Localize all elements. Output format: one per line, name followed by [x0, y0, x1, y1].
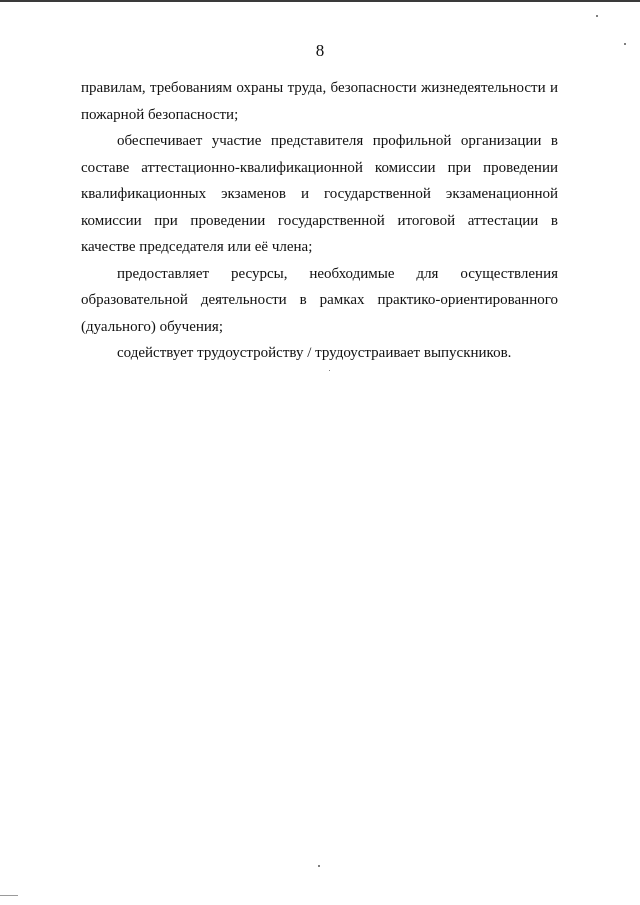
paragraph-commission-participation: обеспечивает участие представителя профильной организации в составе аттестационно-квалификационной комиссии при проведении квалификационных экзаменов и государственной экзаменационной комиссии при проведении государственной итоговой аттестации в качестве председателя или её члена;	[81, 133, 558, 255]
paragraph-continuation: правилам, требованиям охраны труда, безопасности жизнедеятельности и пожарной безопасности;	[81, 80, 558, 123]
scan-speck	[596, 15, 598, 17]
paragraph-employment: содействует трудоустройству / трудоустраивает выпускников.	[117, 345, 512, 361]
paragraph-resources: предоставляет ресурсы, необходимые для осуществления образовательной деятельности в рамках практико-ориентированного (дуального) обучения;	[81, 265, 558, 335]
document-body	[81, 75, 558, 367]
scan-speck	[318, 865, 320, 867]
page-number: 8	[315, 41, 325, 60]
scan-edge-top	[0, 0, 640, 2]
scan-speck	[329, 370, 330, 371]
scan-edge-bottom	[0, 895, 18, 896]
